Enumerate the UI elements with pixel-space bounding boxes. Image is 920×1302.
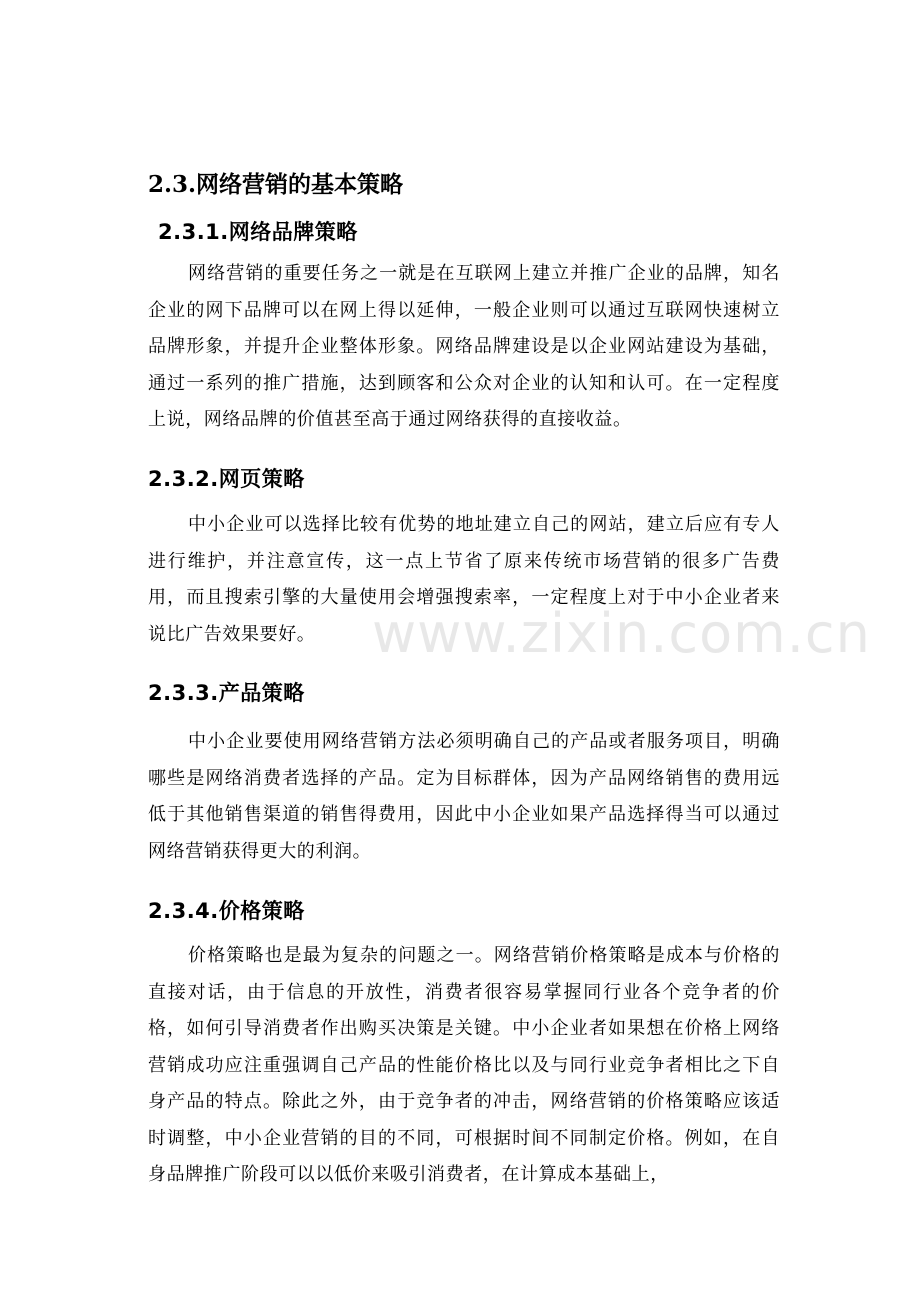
subsection-heading-webpage: 2.3.2.网页策略: [148, 467, 305, 491]
watermark: www.zixin.com.cn: [372, 602, 871, 665]
paragraph-webpage: 中小企业可以选择比较有优势的地址建立自己的网站，建立后应有专人进行维护，并注意宣传，这一点上节省了原来传统市场营销的很多广告费用，而且搜索引擎的大量使用会增强搜索率，一定程度上对于中小企业者来说比广告效果要好。: [148, 514, 780, 645]
subsection-heading-price: 2.3.4.价格策略: [148, 899, 305, 923]
paragraph-brand: 网络营销的重要任务之一就是在互联网上建立并推广企业的品牌，知名企业的网下品牌可以在网上得以延伸，一般企业则可以通过互联网快速树立品牌形象，并提升企业整体形象。网络品牌建设是以企业网站建设为基础，通过一系列的推广措施，达到顾客和公众对企业的认知和认可。在一定程度上说，网络品牌的价值甚至高于通过网络获得的直接收益。: [148, 263, 780, 430]
paragraph-product: 中小企业要使用网络营销方法必须明确自己的产品或者服务项目，明确哪些是网络消费者选择的产品。定为目标群体，因为产品网络销售的费用远低于其他销售渠道的销售得费用，因此中小企业如果产品选择得当可以通过网络营销获得更大的利润。: [148, 731, 780, 862]
section-title: 2.3.网络营销的基本策略: [148, 171, 404, 198]
subsection-heading-product: 2.3.3.产品策略: [148, 681, 305, 705]
subsection-heading-brand: 2.3.1.网络品牌策略: [158, 220, 358, 244]
paragraph-price: 价格策略也是最为复杂的问题之一。网络营销价格策略是成本与价格的直接对话，由于信息的开放性，消费者很容易掌握同行业各个竞争者的价格，如何引导消费者作出购买决策是关键。中小企业者如果想在价格上网络营销成功应注重强调自己产品的性能价格比以及与同行业竞争者相比之下自身产品的特点。除此之外，由于竞争者的冲击，网络营销的价格策略应该适时调整，中小企业营销的目的不同，可根据时间不同制定价格。例如，在自身品牌推广阶段可以以低价来吸引消费者，在计算成本基础上，: [148, 945, 780, 1185]
